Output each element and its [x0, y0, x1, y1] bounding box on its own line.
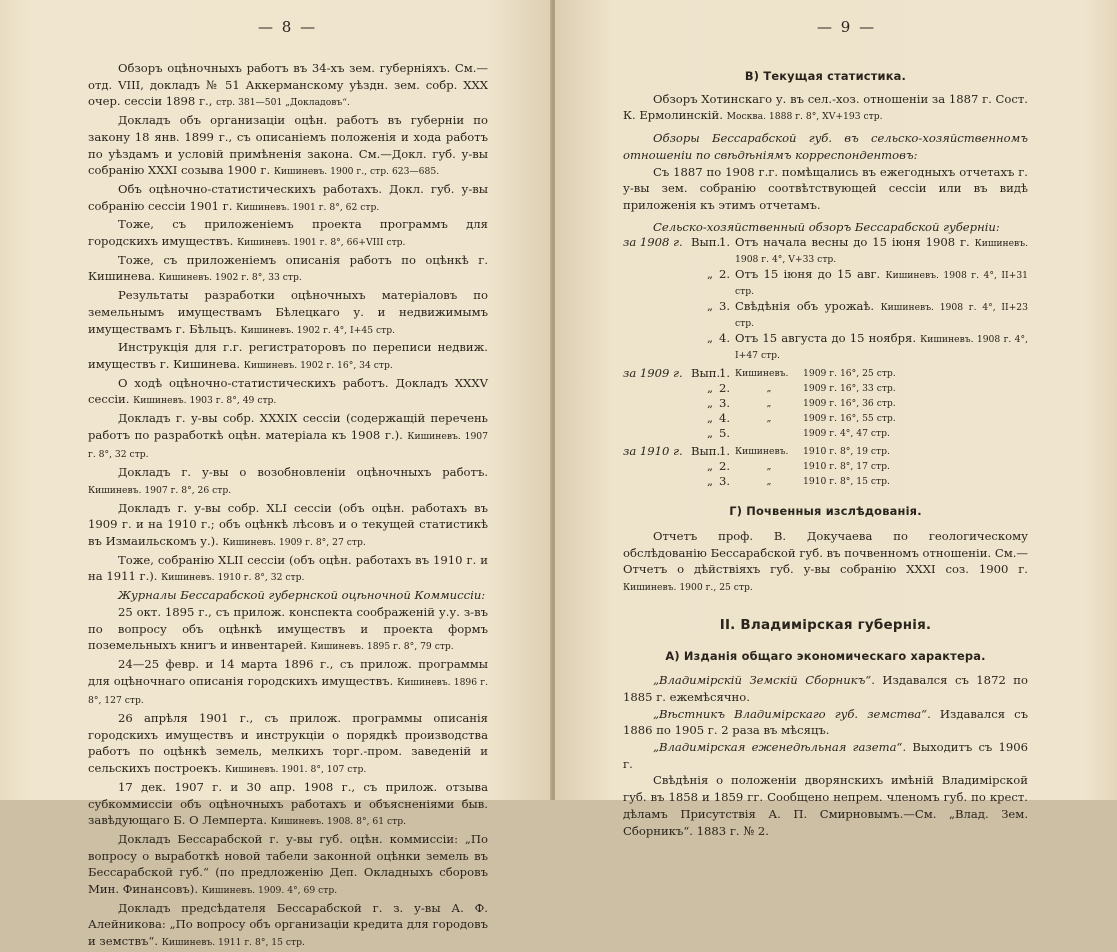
- issue-row: за 1908 г. Вып. 1. Отъ начала весны до 15 іюня 1908 г. Кишиневъ. 1908 г. 4°, V+33 стр.: [623, 235, 1028, 266]
- paragraph: Съ 1887 по 1908 г.г. помѣщались въ ежегодныхъ отчетахъ г. у-вы зем. собранію соотвѣтствующей сессіи или въ видѣ приложенія къ этимъ отчетамъ.: [623, 164, 1028, 212]
- issue-row: „ 2. „ 1909 г. 16°, 33 стр.: [706, 381, 896, 396]
- issues-1910: [623, 444, 1028, 489]
- issue-row: „ 2. „ 1910 г. 8°, 17 стр.: [706, 459, 890, 474]
- subheading: Сельско-хозяйственный обзоръ Бессарабской губерніи:: [653, 219, 1000, 234]
- paragraph: Докладъ г. у-вы о возобновленіи оцѣночныхъ работъ. Кишиневъ. 1907 г. 8°, 26 стр.: [88, 465, 488, 496]
- journal-entry: 25 окт. 1895 г., съ прилож. конспекта соображеній у.у. з-въ по вопросу объ оцѣнкѣ имуществъ и проекта формъ поземельныхъ книгъ и инвентарей. Кишиневъ. 1895 г. 8°, 79 стр.: [88, 604, 488, 653]
- paragraph: Тоже, собранію XLII сессіи (объ оцѣн. работахъ въ 1910 г. и на 1911 г.). Кишиневъ. 1910 г. 8°, 32 стр.: [88, 552, 488, 584]
- journal-entry: 24—25 февр. и 14 марта 1896 г., съ прилож. программы для оцѣночнаго описанія городскихъ имуществъ. Кишиневъ. 1896 г. 8°, 127 стр.: [88, 656, 488, 707]
- paragraph: Инструкція для г.г. регистраторовъ по переписи недвиж. имуществъ г. Кишинева. Кишиневъ. 1902 г. 16°, 34 стр.: [88, 340, 488, 371]
- issue-row: „ 3. Свѣдѣнія объ урожаѣ. Кишиневъ. 1908 г. 4°, II+23 стр.: [706, 299, 1028, 330]
- page-number: — 9 —: [817, 18, 877, 36]
- page-number: — 8 —: [258, 18, 318, 36]
- paragraph: Докладъ г. у-вы собр. XXXIX сессіи (содержащій перечень работъ по разработкѣ оцѣн. матеріала къ 1908 г.). Кишиневъ. 1907 г. 8°, 32 стр.: [88, 411, 488, 461]
- issue-row: „ 5. 1909 г. 4°, 47 стр.: [706, 426, 890, 441]
- paragraph: Свѣдѣнія о положеніи дворянскихъ имѣній Владимірской губ. въ 1858 и 1859 гг. Сообщено непрем. членомъ губ. по крест. дѣламъ Присутствія А. П. Смирновымъ.—См. „Влад. Зем. Сборникъ“. 1883 г. № 2.: [623, 773, 1028, 838]
- issue-row: за 1909 г. Вып. 1. Кишиневъ. 1909 г. 16°, 25 стр.: [623, 366, 896, 381]
- paragraph: О ходѣ оцѣночно-статистическихъ работъ. Докладъ XXXV сессіи. Кишиневъ. 1903 г. 8°, 49 стр.: [88, 375, 488, 407]
- part-heading: II. Владимірская губернія.: [719, 616, 932, 633]
- journal-entry: 17 дек. 1907 г. и 30 апр. 1908 г., съ прилож. отзыва субкоммиссіи объ оцѣночныхъ работахъ и объясненіями быв. завѣдующаго Б. О Лемперта. Кишиневъ. 1908. 8°, 61 стр.: [88, 779, 488, 828]
- right-page: [555, 0, 1117, 838]
- paragraph: Объ оцѣночно-статистическихъ работахъ. Докл. губ. у-вы собранію сессіи 1901 г. Кишиневъ. 1901 г. 8°, 62 стр.: [88, 181, 488, 213]
- issue-row: „ 4. „ 1909 г. 16°, 55 стр.: [706, 411, 896, 426]
- paragraph: Обзоръ оцѣночныхъ работъ въ 34-хъ зем. губерніяхъ. См.—отд. VIII, докладъ № 51 Аккерманскому уѣздн. зем. собр. XXX очер. сессіи 1898 г., стр. 381—501 „Докладовъ“.: [88, 61, 488, 109]
- paragraph: Отчетъ проф. В. Докучаева по геологическому обслѣдованію Бессарабской губ. въ почвенномъ отношеніи. См.—Отчетъ о дѣйствіяхъ губ. у-вы собранію XXXI соз. 1900 г. Кишиневъ. 1900 г., 25 стр.: [623, 529, 1028, 594]
- paragraph: „Владимірская еженедѣльная газета“. Выходитъ съ 1906 г.: [623, 740, 1029, 771]
- journal-entry: Докладъ предсѣдателя Бессарабской г. з. у-вы А. Ф. Алейникова: „По вопросу объ организаціи кредита для городовъ и земствъ“. Кишиневъ. 1911 г. 8°, 15 стр.: [88, 900, 488, 949]
- paragraph: „Вѣстникъ Владимірскаго губ. земства“. Издавался съ 1886 по 1905 г. 2 раза въ мѣсяцъ.: [623, 706, 1028, 738]
- issues-1908: [623, 235, 1028, 363]
- subheading: Журналы Бессарабской губернской оцѣночной Коммиссіи:: [118, 588, 486, 603]
- paragraph: Обзоръ Хотинскаго у. въ сел.-хоз. отношеніи за 1887 г. Сост. К. Ермолинскій. Москва. 1888 г. 8°, XV+193 стр.: [623, 91, 1028, 123]
- issue-row: „ 4. Отъ 15 августа до 15 ноября. Кишиневъ. 1908 г. 4°, I+47 стр.: [706, 331, 1028, 362]
- journal-entry: Докладъ Бессарабской г. у-вы губ. оцѣн. коммиссіи: „По вопросу о выработкѣ новой табели законной оцѣнки земель въ Бессарабской губ.“ (по предложенію Деп. Окладныхъ сборовъ Мин. Финансовъ). Кишиневъ. 1909. 4°, 69 стр.: [88, 831, 488, 897]
- paragraph: Тоже, съ приложеніемъ описанія работъ по оцѣнкѣ г. Кишинева. Кишиневъ. 1902 г. 8°, 33 стр.: [88, 252, 488, 284]
- issue-row: за 1910 г. Вып. 1. Кишиневъ. 1910 г. 8°, 19 стр.: [623, 444, 890, 459]
- paragraph: Тоже, съ приложеніемъ проекта программъ для городскихъ имуществъ. Кишиневъ. 1901 г. 8°, 66+VIII стр.: [88, 217, 488, 249]
- journal-entry: 26 апрѣля 1901 г., съ прилож. программы описанія городскихъ имуществъ и инструкціи о порядкѣ производства работъ по оцѣнкѣ земель, мелкихъ торг.-пром. заведеній и сельскихъ построекъ. Кишиневъ. 1901. 8°, 107 стр.: [88, 711, 488, 776]
- left-page: [0, 0, 552, 949]
- issue-row: „ 2. Отъ 15 іюня до 15 авг. Кишиневъ. 1908 г. 4°, II+31 стр.: [706, 267, 1029, 298]
- right-text-column: [623, 68, 1028, 839]
- paragraph: Докладъ г. у-вы собр. XLI сессіи (объ оцѣн. работахъ въ 1909 г. и на 1910 г.; объ оцѣнкѣ лѣсовъ и о текущей статистикѣ въ Измаильскомъ у.). Кишиневъ. 1909 г. 8°, 27 стр.: [88, 500, 488, 548]
- subheading: Обзоры Бессарабской губ. въ сельско-хозяйственномъ отношеніи по свѣдѣніямъ корреспондентовъ:: [623, 131, 1028, 162]
- paragraph: „Владимірскій Земскій Сборникъ“. Издавался съ 1872 по 1885 г. ежемѣсячно.: [623, 673, 1028, 704]
- paragraph: Докладъ объ организаціи оцѣн. работъ въ губерніи по закону 18 янв. 1899 г., съ описаніемъ положенія и хода работъ по уѣздамъ и условій примѣненія закона. См.—Докл. губ. у-вы собранію XXXI созыва 1900 г. Кишиневъ. 1900 г., стр. 623—685.: [88, 113, 488, 178]
- section-heading: В) Текущая статистика.: [744, 69, 907, 83]
- issue-row: „ 3. „ 1910 г. 8°, 15 стр.: [706, 474, 890, 489]
- issue-row: „ 3. „ 1909 г. 16°, 36 стр.: [706, 396, 896, 411]
- section-heading: А) Изданія общаго экономическаго характера.: [665, 648, 986, 663]
- paragraph: Результаты разработки оцѣночныхъ матеріаловъ по земельнымъ имуществамъ Бѣлецкаго у. и недвижимымъ имуществамъ г. Бѣльцъ. Кишиневъ. 1902 г. 4°, I+45 стр.: [88, 288, 488, 336]
- section-heading: Г) Почвенныя изслѣдованія.: [729, 504, 922, 519]
- left-text-column: [88, 60, 488, 952]
- issues-1909: [623, 366, 1028, 441]
